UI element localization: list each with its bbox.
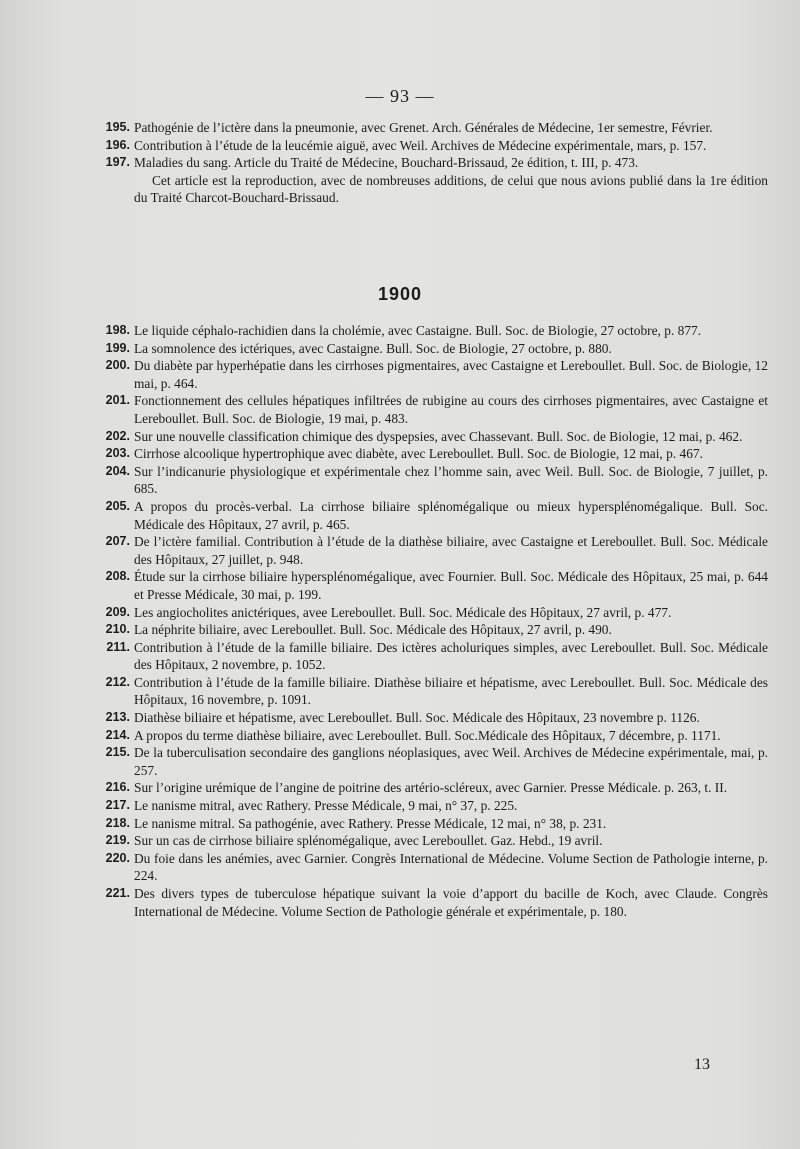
entry-number: 199. bbox=[105, 340, 130, 355]
bibliography-entry bbox=[100, 154, 768, 172]
bibliography-entry bbox=[100, 428, 768, 446]
entry-number: 214. bbox=[105, 727, 130, 742]
entry-number: 221. bbox=[105, 886, 130, 900]
entry-text: A propos du terme diathèse biliaire, avec Lereboullet. Bull. Soc.Médicale des Hôpitaux, 7 décembre, p. 1171. bbox=[134, 727, 721, 743]
entry-number: 203. bbox=[105, 446, 130, 461]
entry-text: Sur l’origine urémique de l’angine de poitrine des artério-scléreux, avec Garnier. Presse Médicale. p. 263, t. II. bbox=[134, 780, 728, 796]
entry-text: Fonctionnement des cellules hépatiques infiltrées de rubigine au cours des cirrhoses pigmentaires, avec Castaigne et Lereboullet. Bull. Soc. de Biologie, 19 mai, p. 483. bbox=[134, 393, 768, 426]
entry-number: 200. bbox=[105, 358, 130, 373]
entry-text: Maladies du sang. Article du Traité de Médecine, Bouchard-Brissaud, 2e édition, t. III, p. 473. bbox=[134, 155, 639, 171]
bibliography-entry bbox=[100, 533, 768, 568]
entry-text: Sur l’indicanurie physiologique et expérimentale chez l’homme sain, avec Weil. Bull. Soc. de Biologie, 7 juillet, p. 685. bbox=[134, 463, 768, 497]
bibliography-entry bbox=[100, 621, 768, 639]
entry-note: Cet article est la reproduction, avec de nombreuses additions, de celui que nous avions publié dans la 1re édition du Traité Charcot-Bouchard-Brissaud. bbox=[134, 172, 768, 206]
bibliography-entry bbox=[100, 850, 768, 885]
entry-number: 198. bbox=[105, 323, 130, 337]
entry-text: Diathèse biliaire et hépatisme, avec Lereboullet. Bull. Soc. Médicale des Hôpitaux, 23 novembre p. 1126. bbox=[134, 710, 700, 726]
signature-mark: 13 bbox=[694, 1056, 710, 1073]
bibliography-entry bbox=[100, 445, 768, 463]
entry-number: 215. bbox=[105, 745, 130, 760]
entry-text: Le liquide céphalo-rachidien dans la cholémie, avec Castaigne. Bull. Soc. de Biologie, 27 octobre, p. 877. bbox=[134, 323, 702, 338]
bibliography-entry bbox=[100, 498, 768, 533]
entry-text: De l’ictère familial. Contribution à l’étude de la diathèse biliaire, avec Castaigne et Lereboullet. Bull. Soc. Médicale des Hôpitaux, 27 juillet, p. 948. bbox=[134, 534, 768, 567]
entry-number: 207. bbox=[105, 534, 130, 549]
entry-text: La néphrite biliaire, avec Lereboullet. Bull. Soc. Médicale des Hôpitaux, 27 avril, p. 490. bbox=[134, 622, 612, 638]
bibliography-entry bbox=[100, 137, 768, 155]
bibliography-entry bbox=[100, 119, 768, 137]
entry-number: 220. bbox=[105, 850, 130, 865]
year-heading: 1900 bbox=[377, 284, 423, 304]
entries-before-1900 bbox=[100, 119, 768, 207]
bibliography-entry bbox=[100, 727, 768, 745]
entry-text: Des divers types de tuberculose hépatique suivant la voie d’apport du bacille de Koch, avec Claude. Congrès International de Médecine. Volume Section de Pathologie générale et expérimentale, p. 180. bbox=[134, 886, 768, 919]
entry-text: Le nanisme mitral, avec Rathery. Presse Médicale, 9 mai, n° 37, p. 225. bbox=[134, 798, 518, 814]
entry-text: Contribution à l’étude de la leucémie aiguë, avec Weil. Archives de Médecine expérimentale, mars, p. 157. bbox=[134, 137, 707, 153]
bibliography-entry bbox=[100, 674, 768, 709]
bibliography-entry bbox=[100, 639, 768, 674]
entry-number: 201. bbox=[105, 393, 130, 408]
entry-text: La somnolence des ictériques, avec Castaigne. Bull. Soc. de Biologie, 27 octobre, p. 880. bbox=[134, 340, 612, 356]
bibliography-entry bbox=[100, 832, 768, 850]
entry-text: Du diabète par hyperhépatie dans les cirrhoses pigmentaires, avec Castaigne et Lereboullet. Bull. Soc. de Biologie, 12 mai, p. 464. bbox=[134, 358, 768, 391]
entry-number: 213. bbox=[105, 710, 130, 725]
bibliography-entry bbox=[100, 568, 768, 603]
entry-text: Sur une nouvelle classification chimique des dyspepsies, avec Chassevant. Bull. Soc. de Biologie, 12 mai, p. 462. bbox=[134, 428, 743, 444]
bibliography-entry bbox=[100, 463, 768, 498]
page-number: — 93 — bbox=[365, 86, 435, 106]
entry-number: 219. bbox=[105, 833, 130, 848]
entry-number: 202. bbox=[105, 428, 130, 443]
bibliography-entry bbox=[100, 815, 768, 833]
bibliography-entry bbox=[100, 779, 768, 797]
entry-number: 196. bbox=[105, 137, 130, 152]
entry-text: A propos du procès-verbal. La cirrhose biliaire splénomégalique ou mieux hypersplénomégalique. Bull. Soc. Médicale des Hôpitaux, 27 avril, p. 465. bbox=[134, 498, 768, 532]
entry-text: Du foie dans les anémies, avec Garnier. Congrès International de Médecine. Volume Section de Pathologie interne, p. 224. bbox=[134, 850, 768, 884]
bibliography-entry bbox=[100, 357, 768, 392]
bibliography-entry bbox=[100, 744, 768, 779]
entry-text: Pathogénie de l’ictère dans la pneumonie, avec Grenet. Arch. Générales de Médecine, 1er semestre, Février. bbox=[134, 120, 713, 135]
bibliography-entry bbox=[100, 709, 768, 727]
entry-number: 209. bbox=[105, 604, 130, 619]
bibliography-entry bbox=[100, 604, 768, 622]
entry-text: Étude sur la cirrhose biliaire hypersplénomégalique, avec Fournier. Bull. Soc. Médicale des Hôpitaux, 25 mai, p. 644 et Presse Médicale, 30 mai, p. 199. bbox=[134, 569, 768, 602]
entries-1900 bbox=[100, 322, 768, 920]
entry-text: Les angiocholites anictériques, avee Lereboullet. Bull. Soc. Médicale des Hôpitaux, 27 avril, p. 477. bbox=[134, 604, 672, 620]
bibliography-entry bbox=[100, 885, 768, 920]
entry-number: 208. bbox=[105, 569, 130, 584]
entry-text: Contribution à l’étude de la famille biliaire. Des ictères acholuriques simples, avec Lereboullet. Bull. Soc. Médicale des Hôpitaux, 2 novembre, p. 1052. bbox=[134, 639, 768, 673]
entry-number: 197. bbox=[105, 155, 130, 170]
entry-text: Cirrhose alcoolique hypertrophique avec diabète, avec Lereboullet. Bull. Soc. de Biologie, 12 mai, p. 467. bbox=[134, 446, 703, 462]
bibliography-entry bbox=[100, 797, 768, 815]
bibliography-entry bbox=[100, 340, 768, 358]
entry-number: 212. bbox=[105, 674, 130, 689]
entry-number: 204. bbox=[105, 463, 130, 478]
entry-number: 211. bbox=[106, 639, 130, 654]
entry-number: 195. bbox=[105, 120, 130, 134]
entry-text: Sur un cas de cirrhose biliaire splénomégalique, avec Lereboullet. Gaz. Hebd., 19 avril. bbox=[134, 833, 603, 849]
entry-number: 205. bbox=[105, 498, 130, 513]
entry-number: 217. bbox=[105, 798, 130, 813]
entry-text: Contribution à l’étude de la famille biliaire. Diathèse biliaire et hépatisme, avec Lereboullet. Bull. Soc. Médicale des Hôpitaux, 16 novembre, p. 1091. bbox=[134, 674, 768, 708]
entry-number: 216. bbox=[105, 780, 130, 795]
entry-number: 210. bbox=[105, 622, 130, 637]
bibliography-entry bbox=[100, 392, 768, 427]
bibliography-entry bbox=[100, 322, 768, 340]
entry-text: De la tuberculisation secondaire des ganglions néoplasiques, avec Weil. Archives de Médecine expérimentale, mai, p. 257. bbox=[134, 745, 768, 778]
entry-text: Le nanisme mitral. Sa pathogénie, avec Rathery. Presse Médicale, 12 mai, n° 38, p. 231. bbox=[134, 815, 607, 831]
entry-number: 218. bbox=[105, 815, 130, 830]
